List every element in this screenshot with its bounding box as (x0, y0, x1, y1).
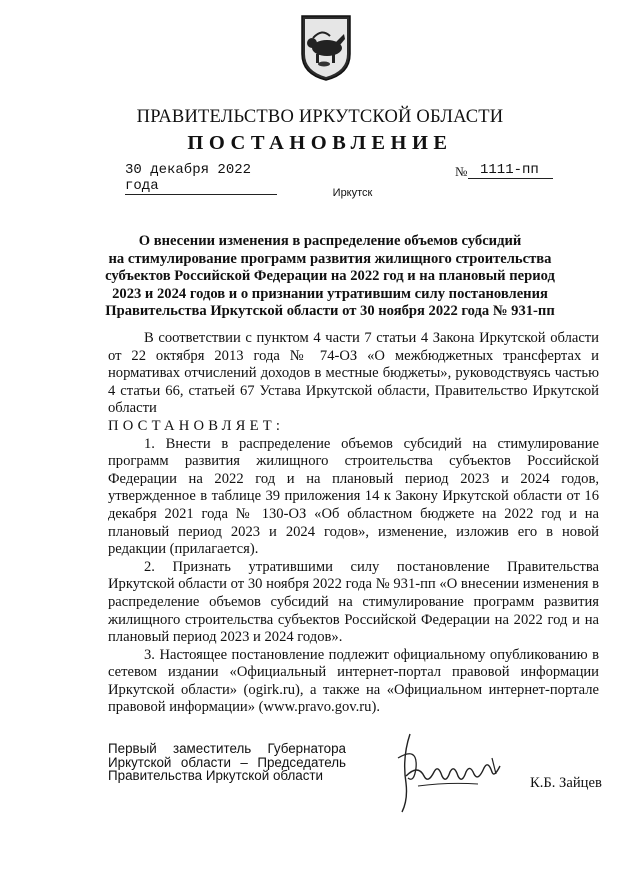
title-line: Правительства Иркутской области от 30 ноября 2022 года № 931-пп (105, 303, 555, 320)
position-line: Правительства Иркутской области (108, 768, 324, 783)
item-paragraph-1: 1. Внести в распределение объемов субсидий на стимулирование программ развития жилищного строительства субъектов Российской Федерации на 2022 год и на плановый период 2023 и 2024 годов, утвержденное в таблице 39 приложения 14 к Закону Иркутской области от 16 декабря 2021 года № 130-ОЗ «Об областном бюджете на 2022 год и на плановый период 2023 и 2024 годов», изменение, изложив его в новой редакции (прилагается). (108, 435, 599, 558)
title-line: на стимулирование программ развития жилищного строительства (108, 250, 552, 267)
coat-of-arms-icon (300, 14, 352, 82)
document-title (100, 233, 560, 321)
number-sign: № (455, 164, 468, 179)
document-number: 1111-пп (468, 162, 553, 179)
city: Иркутск (332, 187, 373, 199)
item-paragraph-2: 2. Признать утратившими силу постановление Правительства Иркутской области от 30 ноября 2022 года № 931-пп «О внесении изменения в распределение объемов субсидий на стимулирование программ развития жилищного строительства субъектов Российской Федерации на 2022 год и на плановый период 2023 и 2024 годов». (108, 558, 599, 646)
government-name: ПРАВИТЕЛЬСТВО ИРКУТСКОЙ ОБЛАСТИ (136, 107, 504, 127)
document-body (108, 330, 599, 717)
handwritten-signature-icon (388, 728, 513, 816)
signatory-name: К.Б. Зайцев (530, 775, 602, 791)
title-line: О внесении изменения в распределение объемов субсидий (138, 233, 522, 249)
title-line: 2023 и 2024 годов и о признании утратившим силу постановления (112, 285, 548, 302)
item-paragraph-3: 3. Настоящее постановление подлежит официальному опубликованию в сетевом издании «Официальный интернет-портал правовой информации Иркутской области» (ogirk.ru), а также на «Официальном интернет-портале правовой информации» (www.pravo.gov.ru). (108, 646, 599, 716)
position-line: Иркутской области – Председатель (108, 754, 346, 770)
resolves-word: ПОСТАНОВЛЯЕТ: (108, 417, 285, 434)
document-date: 30 декабря 2022 года (125, 162, 277, 195)
document-type: ПОСТАНОВЛЕНИЕ (187, 132, 453, 154)
title-line: субъектов Российской Федерации на 2022 год и на плановый период (105, 268, 555, 285)
signatory-position (108, 742, 346, 783)
preamble-paragraph: В соответствии с пунктом 4 части 7 статьи 4 Закона Иркутской области от 22 октября 2013 года № 74-ОЗ «О межбюджетных трансфертах и нормативах отчислений доходов в местные бюджеты», руководствуясь частью 4 статьи 66, статьей 67 Устава Иркутской области, Правительство Иркутской области (108, 330, 599, 417)
position-line: Первый заместитель Губернатора (108, 741, 346, 756)
